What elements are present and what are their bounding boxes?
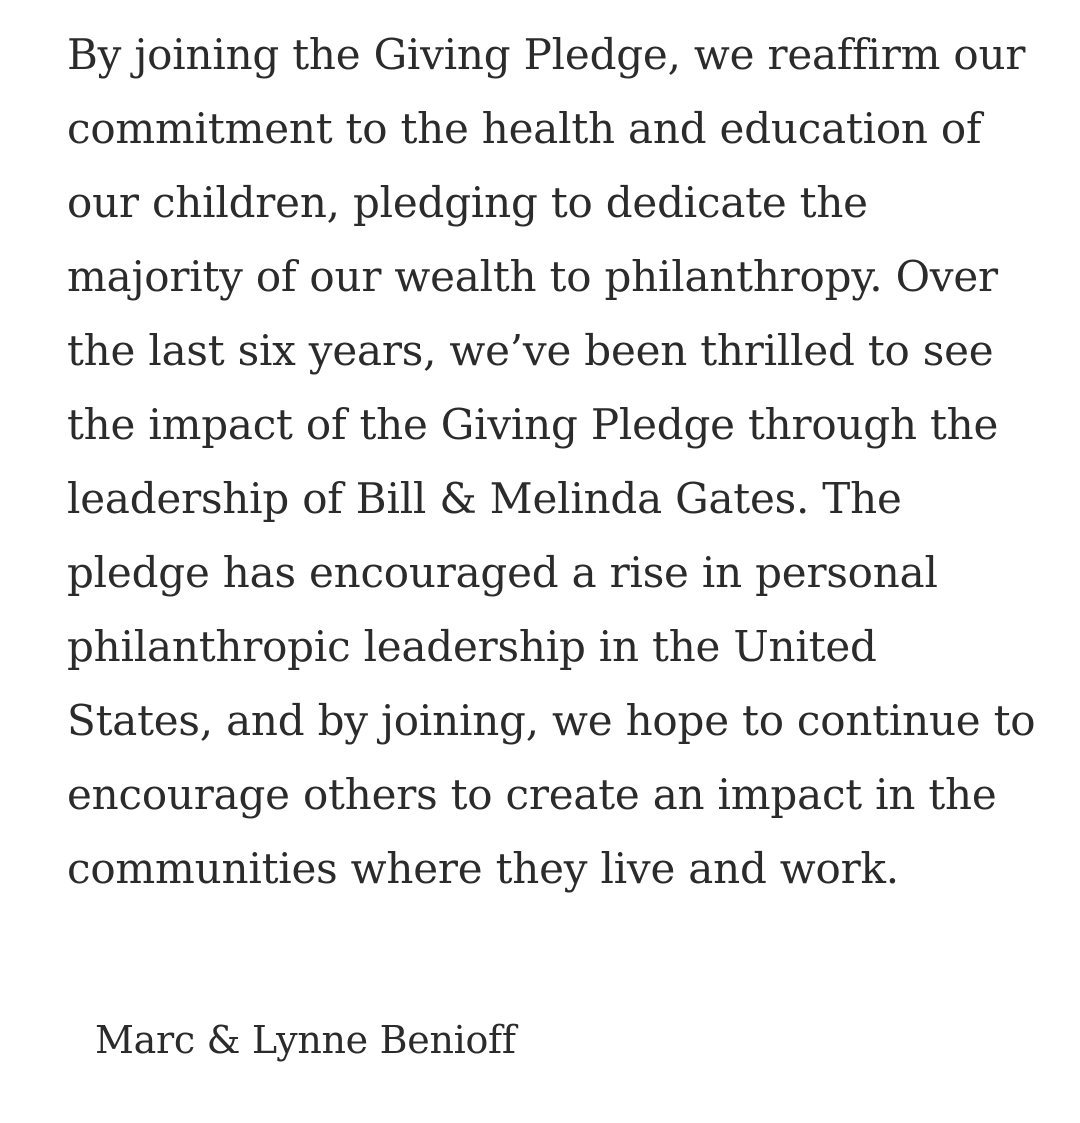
pledge-signature: Marc & Lynne Benioff (95, 1018, 516, 1062)
pledge-body-text: By joining the Giving Pledge, we reaffirm our commitment to the health and education of our children, pledging to dedicate the majority of our wealth to philanthropy. Over the last six years, we’ve been thrilled to see the impact of the Giving Pledge through the leadership of Bill & Melinda Gates. The pledge has encouraged a rise in personal philanthropic leadership in the United States, and by joining, we hope to continue to encourage others to create an impact in the communities where they live and work. (67, 30, 1036, 893)
